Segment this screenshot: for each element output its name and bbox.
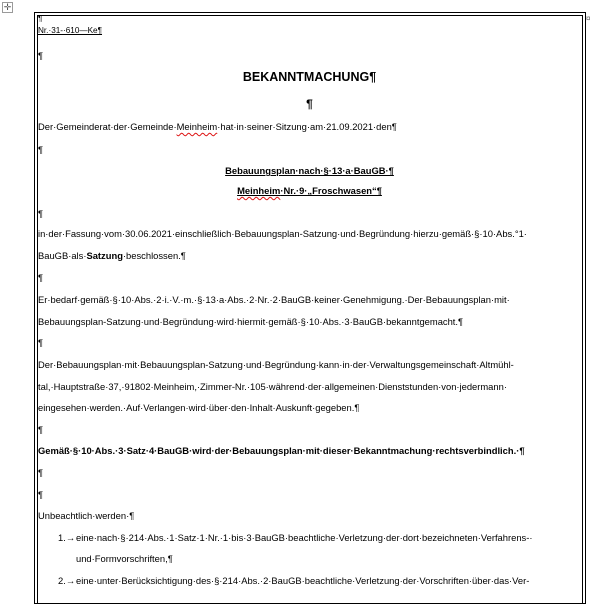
- empty-paragraph: ¶: [38, 272, 44, 283]
- fassung-line-1: in·der·Fassung·vom·30.06.2021·einschließlich·Bebauungsplan-Satzung·und·Begründung·hierzu·gemäß·§·10·Abs.°1·: [38, 228, 527, 239]
- unbeachtlich-heading: Unbeachtlich·werden·¶: [38, 510, 135, 521]
- empty-paragraph: ¶: [38, 50, 44, 61]
- empty-paragraph: ¶: [38, 337, 44, 348]
- list-number: 1.→: [58, 532, 76, 543]
- cell-end-marker-icon: ¤: [586, 14, 591, 23]
- intro-paragraph: Der·Gemeinderat·der·Gemeinde·Meinheim·hat·in·seiner·Sitzung·am·21.09.2021·den¶: [38, 121, 397, 132]
- plan-title-line-2: Meinheim·Nr.·9·„Froschwasen“¶: [237, 185, 382, 196]
- empty-paragraph: ¶: [38, 424, 44, 435]
- title-pilcrow: ¶: [306, 97, 313, 111]
- list-item-1-line-2: und·Formvorschriften,¶: [76, 553, 173, 564]
- plan-title-line-1: Bebauungsplan·nach·§·13·a·BauGB·¶: [225, 165, 394, 176]
- list-item-1-line-1: eine·nach·§·214·Abs.·1·Satz·1·Nr.·1·bis·3·BauGB·beachtliche·Verletzung·der·dort·bezeichneten·Verfahrens-·: [76, 532, 533, 543]
- spellcheck-word[interactable]: Meinheim: [176, 121, 218, 132]
- first-pilcrow: ¶: [38, 14, 43, 23]
- table-move-handle-icon[interactable]: ✛: [3, 2, 12, 12]
- list-item-2-line-1: eine·unter·Berücksichtigung·des·§·214·Abs.·2·BauGB·beachtliche·Verletzung·der·Vorschriften·über·das·Ver-: [76, 575, 530, 586]
- spellcheck-word[interactable]: Meinheim: [237, 185, 281, 196]
- list-number: 2.→: [58, 575, 76, 586]
- genehmigung-line-1: Er·bedarf·gemäß·§·10·Abs.·2·i.·V.·m.·§·13·a·Abs.·2·Nr.·2·BauGB·keiner·Genehmigung.·Der·Bebauungsplan·mit·: [38, 294, 510, 305]
- empty-paragraph: ¶: [38, 489, 44, 500]
- einsicht-line-3: eingesehen·werden.·Auf·Verlangen·wird·über·den·Inhalt·Auskunft·gegeben.¶: [38, 402, 360, 413]
- empty-paragraph: ¶: [38, 144, 44, 155]
- empty-paragraph: ¶: [38, 467, 44, 478]
- einsicht-line-2: tal,·Hauptstraße·37,·91802·Meinheim,·Zimmer-Nr.·105·während·der·allgemeinen·Dienststunden·von·jedermann·: [38, 381, 507, 392]
- empty-paragraph: ¶: [38, 208, 44, 219]
- header-reference: Nr.·31-·610—Ke¶: [38, 26, 103, 35]
- document-title: BEKANNTMACHUNG¶: [242, 70, 377, 84]
- rechtsverbindlich-paragraph: Gemäß·§·10·Abs.·3·Satz·4·BauGB·wird·der·Bebauungsplan·mit·dieser·Bekanntmachung·rechtsverbindlich.·¶: [38, 445, 525, 456]
- fassung-line-2: BauGB·als·Satzung·beschlossen.¶: [38, 250, 186, 261]
- einsicht-line-1: Der·Bebauungsplan·mit·Bebauungsplan-Satzung·und·Begründung·kann·in·der·Verwaltungsgemeinschaft·Altmühl-: [38, 359, 514, 370]
- genehmigung-line-2: Bebauungsplan-Satzung·und·Begründung·wird·hiermit·gemäß·§·10·Abs.·3·BauGB·bekanntgemacht.¶: [38, 316, 464, 327]
